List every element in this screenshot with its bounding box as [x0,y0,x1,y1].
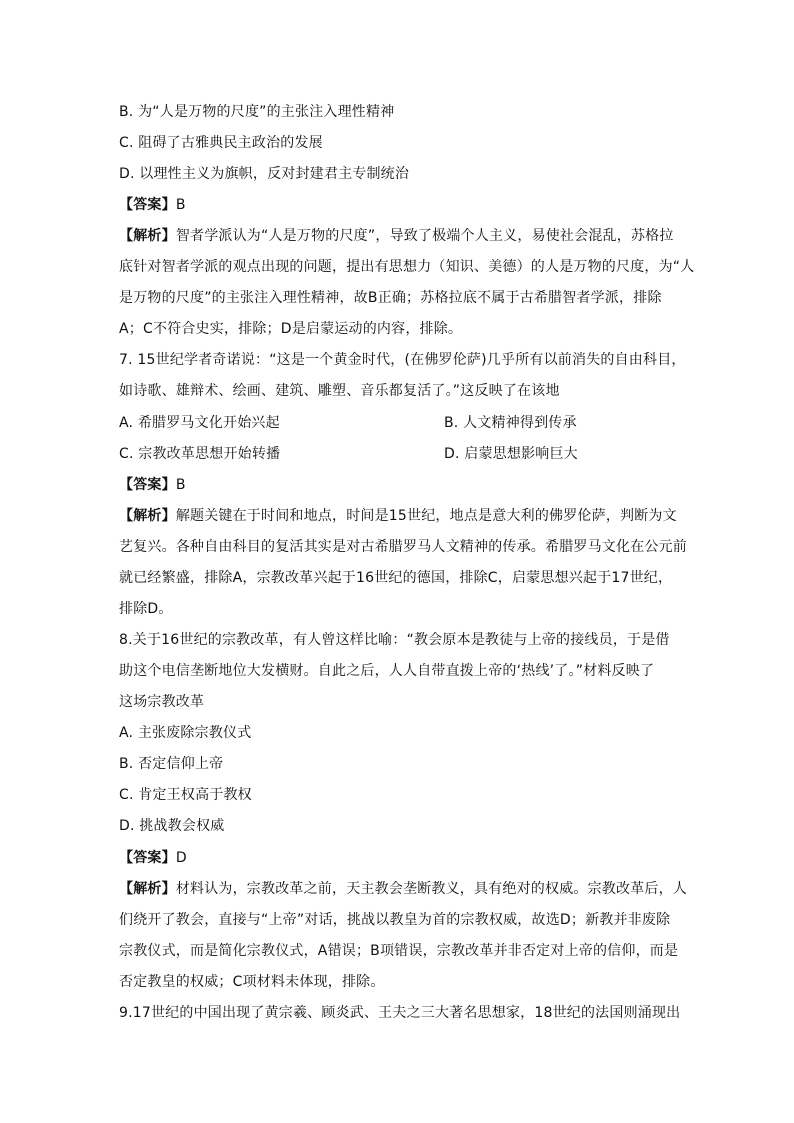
q6-analysis-line-2: 底针对智者学派的观点出现的问题，提出有思想力（知识、美德）的人是万物的尺度，为“人 [119,259,695,275]
q7-stem-line-1: 7. 15世纪学者奇诺说：“这是一个黄金时代，(在佛罗伦萨)几乎所有以前消失的自由科目， [119,352,686,368]
q6-analysis-line-1 [119,226,674,246]
answer-value: B [175,477,186,493]
q8-analysis-line-3: 宗教仪式，而是简化宗教仪式，A错误；B项错误，宗教改革并非否定对上帝的信仰，而是 [119,943,679,959]
q8-stem-line-2: 助这个电信垄断地位大发横财。自此之后，人人自带直拨上帝的‘热线’了。”材料反映了 [119,663,655,679]
q9-stem-line-1: 9.17世纪的中国出现了黄宗羲、顾炎武、王夫之三大著名思想家，18世纪的法国则涌现出 [119,1005,681,1021]
answer-value: B [175,197,186,213]
analysis-text: 智者学派认为“人是万物的尺度”，导致了极端个人主义，易使社会混乱，苏格拉 [175,228,674,244]
q8-stem-line-3: 这场宗教改革 [119,694,205,710]
q8-option-d: D. 挑战教会权威 [119,818,225,834]
answer-tag: 【答案】 [119,850,176,866]
q7-answer [119,475,186,495]
q8-analysis-line-4: 否定教皇的权威；C项材料未体现，排除。 [119,974,385,990]
analysis-text: 材料认为，宗教改革之前，天主教会垄断教义，具有绝对的权威。宗教改革后，人 [175,881,688,897]
q6-analysis-line-3: 是万物的尺度”的主张注入理性精神，故B正确；苏格拉底不属于古希腊智者学派，排除 [119,290,662,306]
q8-analysis-line-1 [119,879,687,899]
q7-analysis-line-3: 就已经繁盛，排除A，宗教改革兴起于16世纪的德国，排除C，启蒙思想兴起于17世纪， [119,570,673,586]
q7-analysis-line-4: 排除D。 [119,601,173,617]
analysis-tag: 【解析】 [119,228,176,244]
q6-option-d: D. 以理性主义为旗帜，反对封建君主专制统治 [119,166,410,182]
analysis-tag: 【解析】 [119,508,176,524]
q7-analysis-line-2: 艺复兴。各种自由科目的复活其实是对古希腊罗马人文精神的传承。希腊罗马文化在公元前 [119,539,687,555]
q7-stem-line-2: 如诗歌、雄辩术、绘画、建筑、雕塑、音乐都复活了。”这反映了在该地 [119,383,560,399]
analysis-text: 解题关键在于时间和地点，时间是15世纪，地点是意大利的佛罗伦萨，判断为文 [175,508,677,524]
q6-option-b: B. 为“人是万物的尺度”的主张注入理性精神 [119,104,395,120]
q7-option-b: B. 人文精神得到传承 [444,415,577,431]
q6-analysis-line-4: A；C不符合史实，排除；D是启蒙运动的内容，排除。 [119,321,463,337]
q7-option-a: A. 希腊罗马文化开始兴起 [119,415,280,431]
q8-answer [119,848,187,868]
q7-option-c: C. 宗教改革思想开始转播 [119,446,281,462]
q7-analysis-line-1 [119,506,677,526]
q6-option-c: C. 阻碍了古雅典民主政治的发展 [119,135,323,151]
answer-value: D [175,850,187,866]
q6-answer [119,195,186,215]
q8-option-c: C. 肯定王权高于教权 [119,787,252,803]
q8-analysis-line-2: 们绕开了教会，直接与“上帝”对话，挑战以教皇为首的宗教权威，故选D；新教并非废除 [119,912,671,928]
q8-stem-line-1: 8.关于16世纪的宗教改革，有人曾这样比喻：“教会原本是教徒与上帝的接线员，于是借 [119,632,670,648]
analysis-tag: 【解析】 [119,881,176,897]
q8-option-a: A. 主张废除宗教仪式 [119,725,252,741]
answer-tag: 【答案】 [119,477,176,493]
answer-tag: 【答案】 [119,197,176,213]
q7-option-d: D. 启蒙思想影响巨大 [444,446,578,462]
q8-option-b: B. 否定信仰上帝 [119,756,224,772]
